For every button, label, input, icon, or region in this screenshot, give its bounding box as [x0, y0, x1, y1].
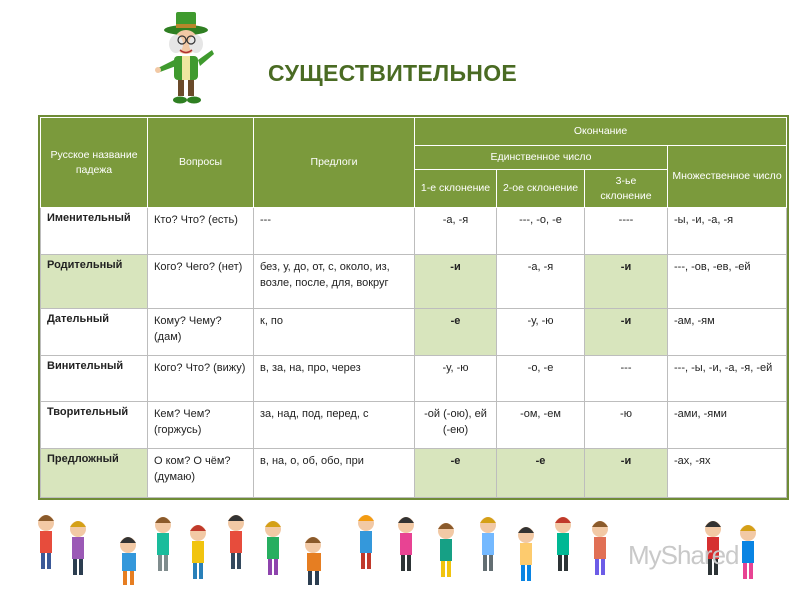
- table-row: [41, 448, 787, 497]
- child-figure: [228, 515, 244, 569]
- child-figure: [398, 517, 414, 571]
- ending-decl3: ----: [585, 208, 668, 255]
- table-row: [41, 255, 787, 309]
- case-questions: О ком? О чём? (думаю): [148, 448, 254, 497]
- case-prepositions: ---: [254, 208, 415, 255]
- child-figure: [555, 517, 571, 571]
- header-case-name: Русское название падежа: [41, 118, 148, 208]
- watermark-text: MyShared: [628, 540, 739, 570]
- ending-decl2: -ом, -ем: [497, 401, 585, 448]
- ending-decl3: -и: [585, 448, 668, 497]
- case-name: Предложный: [41, 448, 148, 497]
- child-figure: [518, 527, 534, 581]
- header-declension-1: 1-е склонение: [415, 170, 497, 208]
- child-figure: [438, 523, 454, 577]
- case-name: Именительный: [41, 208, 148, 255]
- ending-decl2: -а, -я: [497, 255, 585, 309]
- child-figure: [265, 521, 281, 575]
- ending-decl1: -е: [415, 309, 497, 355]
- ending-decl3: -и: [585, 255, 668, 309]
- case-questions: Кого? Чего? (нет): [148, 255, 254, 309]
- ending-plural: -ами, -ями: [668, 401, 787, 448]
- ending-plural: ---, -ы, -и, -а, -я, -ей: [668, 355, 787, 401]
- noun-cases-table: [40, 117, 787, 498]
- case-questions: Кому? Чему? (дам): [148, 309, 254, 355]
- child-figure: [305, 537, 321, 585]
- ending-decl2: -о, -е: [497, 355, 585, 401]
- case-name: Родительный: [41, 255, 148, 309]
- ending-decl2: -е: [497, 448, 585, 497]
- ending-decl3: ---: [585, 355, 668, 401]
- case-name: Творительный: [41, 401, 148, 448]
- case-questions: Кто? Что? (есть): [148, 208, 254, 255]
- table-row: [41, 208, 787, 255]
- ending-decl1: -у, -ю: [415, 355, 497, 401]
- header-questions: Вопросы: [148, 118, 254, 208]
- case-prepositions: в, за, на, про, через: [254, 355, 415, 401]
- ending-decl2: -у, -ю: [497, 309, 585, 355]
- header-declension-2: 2-ое склонение: [497, 170, 585, 208]
- header-singular: Единственное число: [415, 146, 668, 170]
- ending-decl2: ---, -о, -е: [497, 208, 585, 255]
- child-figure: [155, 517, 171, 571]
- case-name: Дательный: [41, 309, 148, 355]
- child-figure: [480, 517, 496, 571]
- table-row: [41, 401, 787, 448]
- ending-decl1: -ой (-ою), ей (-ею): [415, 401, 497, 448]
- table-row: [41, 309, 787, 355]
- child-figure: [592, 521, 608, 575]
- child-figure: [190, 525, 206, 579]
- table-row: [41, 355, 787, 401]
- case-prepositions: за, над, под, перед, с: [254, 401, 415, 448]
- ending-decl1: -а, -я: [415, 208, 497, 255]
- ending-decl1: -и: [415, 255, 497, 309]
- child-figure: [120, 537, 136, 585]
- case-questions: Кого? Что? (вижу): [148, 355, 254, 401]
- header-ending: Окончание: [415, 118, 787, 146]
- case-prepositions: без, у, до, от, с, около, из, возле, после, для, вокруг: [254, 255, 415, 309]
- case-prepositions: в, на, о, об, обо, при: [254, 448, 415, 497]
- ending-plural: -ах, -ях: [668, 448, 787, 497]
- header-declension-3: 3-ье склонение: [585, 170, 668, 208]
- page-title: СУЩЕСТВИТЕЛЬНОЕ: [268, 60, 518, 86]
- ending-plural: ---, -ов, -ев, -ей: [668, 255, 787, 309]
- child-figure: [70, 521, 86, 575]
- case-questions: Кем? Чем? (горжусь): [148, 401, 254, 448]
- ending-plural: -ы, -и, -а, -я: [668, 208, 787, 255]
- ending-decl1: -е: [415, 448, 497, 497]
- child-figure: [740, 525, 756, 579]
- leprechaun-teacher-illustration: [150, 10, 220, 108]
- header-plural: Множественное число: [668, 146, 787, 208]
- case-prepositions: к, по: [254, 309, 415, 355]
- ending-plural: -ам, -ям: [668, 309, 787, 355]
- child-figure: [38, 515, 54, 569]
- ending-decl3: -ю: [585, 401, 668, 448]
- header-prepositions: Предлоги: [254, 118, 415, 208]
- ending-decl3: -и: [585, 309, 668, 355]
- case-name: Винительный: [41, 355, 148, 401]
- child-figure: [358, 515, 374, 569]
